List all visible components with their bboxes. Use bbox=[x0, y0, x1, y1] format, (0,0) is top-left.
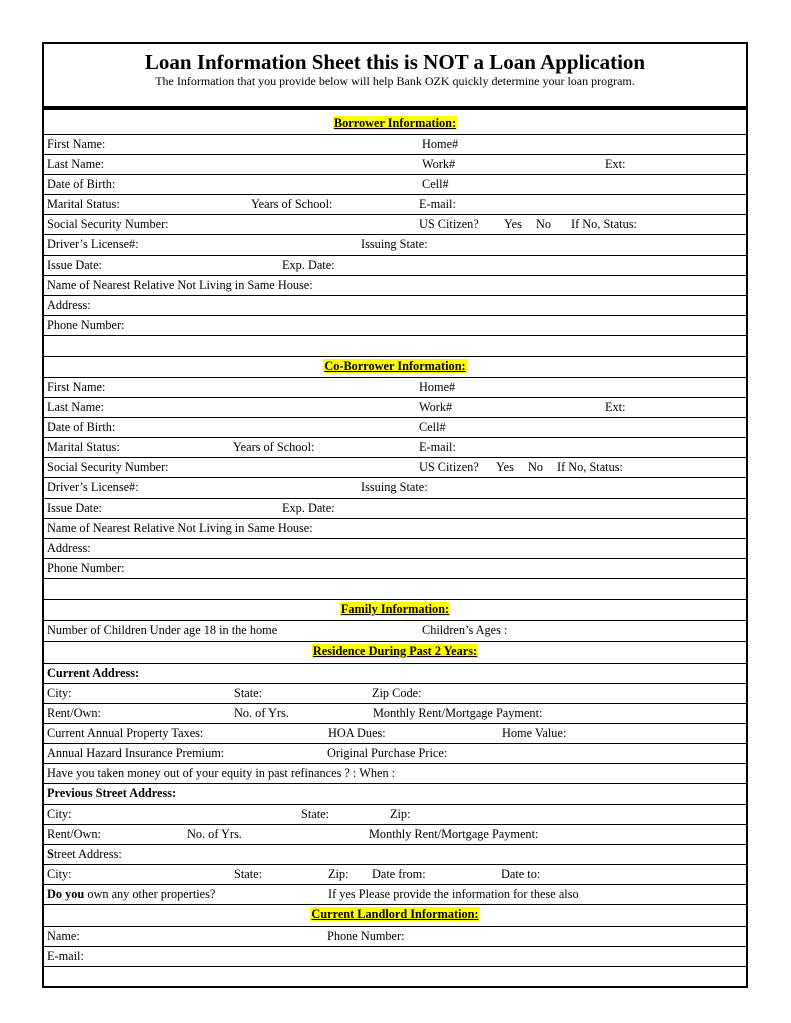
coborrower-row-issue[interactable] bbox=[44, 499, 746, 519]
taxes-row[interactable] bbox=[44, 724, 746, 744]
borrower-row-relative[interactable] bbox=[44, 276, 746, 296]
borrower-row-dob[interactable] bbox=[44, 175, 746, 195]
dl-label: Driver’s License#: bbox=[47, 480, 139, 494]
street-address-row[interactable] bbox=[44, 845, 746, 865]
years-label: No. of Yrs. bbox=[234, 706, 289, 720]
current-address-label: Current Address: bbox=[47, 666, 140, 680]
coborrower-row-relative[interactable] bbox=[44, 519, 746, 539]
ssn-label: Social Security Number: bbox=[47, 217, 169, 231]
children-ages-label: Children’s Ages : bbox=[422, 623, 508, 637]
page-title: Loan Information Sheet this is NOT a Loan Application bbox=[144, 50, 646, 74]
coborrower-row-first-name[interactable] bbox=[44, 378, 746, 398]
street-address-label: Street Address: bbox=[47, 847, 122, 861]
exp-date-label: Exp. Date: bbox=[282, 258, 335, 272]
city-label: City: bbox=[47, 686, 72, 700]
children-label: Number of Children Under age 18 in the home bbox=[47, 623, 278, 637]
relative-label: Name of Nearest Relative Not Living in Same House: bbox=[47, 521, 313, 535]
phone-label: Phone Number: bbox=[47, 318, 125, 332]
borrower-section-heading: Borrower Information: bbox=[44, 114, 746, 135]
coborrower-section-heading: Co-Borrower Information: bbox=[44, 357, 746, 378]
email-label: E-mail: bbox=[419, 197, 456, 211]
hazard-insurance-label: Annual Hazard Insurance Premium: bbox=[47, 746, 225, 760]
citizen-no[interactable]: No bbox=[528, 460, 544, 474]
status-label: If No, Status: bbox=[557, 460, 623, 474]
landlord-email-label: E-mail: bbox=[47, 949, 84, 963]
issuing-state-label: Issuing State: bbox=[361, 237, 428, 251]
last-name-label: Last Name: bbox=[47, 400, 105, 414]
coborrower-row-last-name[interactable] bbox=[44, 398, 746, 418]
city-label: City: bbox=[47, 807, 72, 821]
monthly-payment-label: Monthly Rent/Mortgage Payment: bbox=[369, 827, 539, 841]
equity-question: Have you taken money out of your equity in past refinances ? : When : bbox=[47, 766, 396, 780]
borrower-row-last-name[interactable] bbox=[44, 155, 746, 175]
borrower-row-phone[interactable] bbox=[44, 316, 746, 336]
citizen-yes[interactable]: Yes bbox=[504, 217, 522, 231]
coborrower-row-dob[interactable] bbox=[44, 418, 746, 438]
residence-section-heading: Residence During Past 2 Years: bbox=[44, 642, 746, 664]
landlord-email-row[interactable] bbox=[44, 947, 746, 967]
years-label: No. of Yrs. bbox=[187, 827, 242, 841]
dl-label: Driver’s License#: bbox=[47, 237, 139, 251]
school-label: Years of School: bbox=[233, 440, 315, 454]
date-from-label: Date from: bbox=[372, 867, 426, 881]
state-label: State: bbox=[234, 867, 263, 881]
cell-label: Cell# bbox=[422, 177, 449, 191]
state-label: State: bbox=[234, 686, 263, 700]
equity-row[interactable] bbox=[44, 764, 746, 784]
landlord-name-label: Name: bbox=[47, 929, 80, 943]
cell-label: Cell# bbox=[419, 420, 446, 434]
work-phone-label: Work# bbox=[419, 400, 453, 414]
property-taxes-label: Current Annual Property Taxes: bbox=[47, 726, 204, 740]
coborrower-row-address[interactable] bbox=[44, 539, 746, 559]
city-label: City: bbox=[47, 867, 72, 881]
landlord-section-heading: Current Landlord Information: bbox=[44, 905, 746, 927]
previous-city-row[interactable] bbox=[44, 805, 746, 825]
exp-date-label: Exp. Date: bbox=[282, 501, 335, 515]
citizen-label: US Citizen? bbox=[419, 217, 479, 231]
other-properties-note: If yes Please provide the information for these also bbox=[328, 887, 579, 901]
issue-date-label: Issue Date: bbox=[47, 258, 102, 272]
marital-label: Marital Status: bbox=[47, 440, 120, 454]
email-label: E-mail: bbox=[419, 440, 456, 454]
borrower-row-marital[interactable] bbox=[44, 195, 746, 215]
current-address-row[interactable] bbox=[44, 664, 746, 684]
landlord-name-row[interactable] bbox=[44, 927, 746, 947]
dob-label: Date of Birth: bbox=[47, 420, 116, 434]
home-phone-label: Home# bbox=[422, 137, 459, 151]
family-row-children[interactable] bbox=[44, 621, 746, 642]
rent-own-label: Rent/Own: bbox=[47, 706, 101, 720]
page-subtitle: The Information that you provide below will help Bank OZK quickly determine your loan program. bbox=[155, 74, 635, 88]
blank-row bbox=[44, 579, 746, 600]
borrower-row-address[interactable] bbox=[44, 296, 746, 316]
last-name-label: Last Name: bbox=[47, 157, 105, 171]
current-city-row[interactable] bbox=[44, 684, 746, 704]
coborrower-row-dl[interactable] bbox=[44, 478, 746, 499]
rent-own-label: Rent/Own: bbox=[47, 827, 101, 841]
coborrower-row-phone[interactable] bbox=[44, 559, 746, 579]
hazard-row[interactable] bbox=[44, 744, 746, 764]
state-label: State: bbox=[301, 807, 330, 821]
coborrower-row-marital[interactable] bbox=[44, 438, 746, 458]
school-label: Years of School: bbox=[251, 197, 333, 211]
borrower-row-first-name[interactable] bbox=[44, 135, 746, 155]
work-phone-label: Work# bbox=[422, 157, 456, 171]
ssn-label: Social Security Number: bbox=[47, 460, 169, 474]
citizen-label: US Citizen? bbox=[419, 460, 479, 474]
first-name-label: First Name: bbox=[47, 137, 106, 151]
landlord-phone-label: Phone Number: bbox=[327, 929, 405, 943]
phone-label: Phone Number: bbox=[47, 561, 125, 575]
blank-row bbox=[44, 336, 746, 357]
header bbox=[44, 44, 746, 110]
status-label: If No, Status: bbox=[571, 217, 637, 231]
issuing-state-label: Issuing State: bbox=[361, 480, 428, 494]
street-city-row[interactable] bbox=[44, 865, 746, 885]
citizen-no[interactable]: No bbox=[536, 217, 552, 231]
zip-label: Zip: bbox=[390, 807, 411, 821]
dob-label: Date of Birth: bbox=[47, 177, 116, 191]
home-value-label: Home Value: bbox=[502, 726, 567, 740]
address-label: Address: bbox=[47, 541, 91, 555]
ext-label: Ext: bbox=[605, 157, 626, 171]
marital-label: Marital Status: bbox=[47, 197, 120, 211]
zip-label: Zip: bbox=[328, 867, 349, 881]
previous-rent-row[interactable] bbox=[44, 825, 746, 845]
ext-label: Ext: bbox=[605, 400, 626, 414]
borrower-row-dl[interactable] bbox=[44, 235, 746, 256]
address-label: Address: bbox=[47, 298, 91, 312]
zip-code-label: Zip Code: bbox=[372, 686, 422, 700]
date-to-label: Date to: bbox=[501, 867, 541, 881]
home-phone-label: Home# bbox=[419, 380, 456, 394]
relative-label: Name of Nearest Relative Not Living in Same House: bbox=[47, 278, 313, 292]
borrower-row-ssn[interactable] bbox=[44, 215, 746, 235]
loan-info-sheet bbox=[42, 42, 748, 988]
first-name-label: First Name: bbox=[47, 380, 106, 394]
current-rent-row[interactable] bbox=[44, 704, 746, 724]
previous-address-row[interactable] bbox=[44, 784, 746, 805]
monthly-payment-label: Monthly Rent/Mortgage Payment: bbox=[373, 706, 543, 720]
hoa-dues-label: HOA Dues: bbox=[328, 726, 386, 740]
coborrower-row-ssn[interactable] bbox=[44, 458, 746, 478]
family-section-heading: Family Information: bbox=[44, 600, 746, 621]
other-properties-label: Do you own any other properties? bbox=[47, 887, 216, 901]
citizen-yes[interactable]: Yes bbox=[496, 460, 514, 474]
other-properties-row[interactable] bbox=[44, 885, 746, 905]
issue-date-label: Issue Date: bbox=[47, 501, 102, 515]
previous-address-label: Previous Street Address: bbox=[47, 786, 177, 800]
borrower-row-issue[interactable] bbox=[44, 256, 746, 276]
purchase-price-label: Original Purchase Price: bbox=[327, 746, 448, 760]
